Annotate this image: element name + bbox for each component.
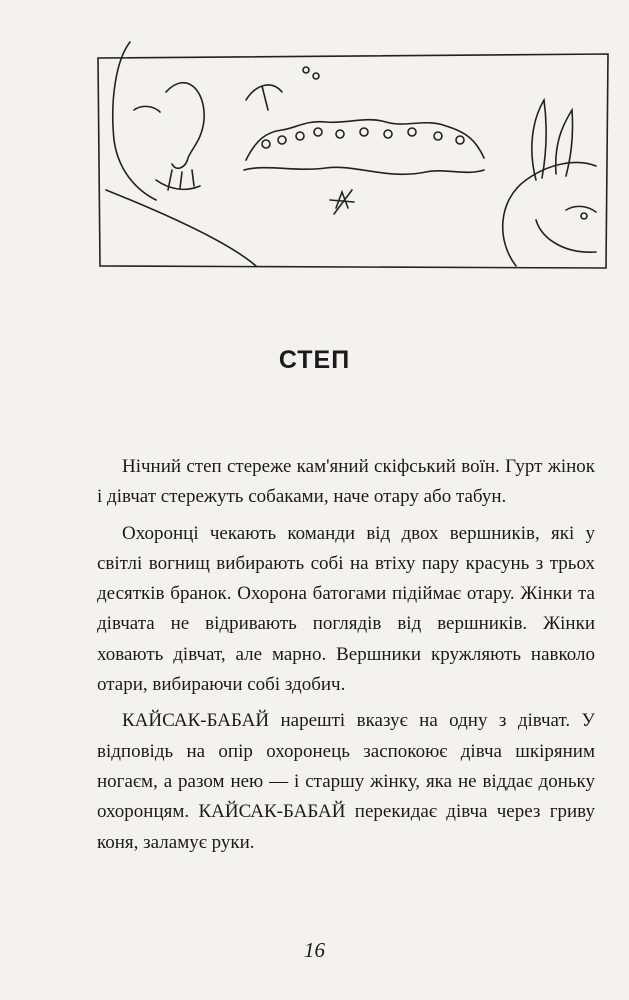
paragraph: Охоронці чекають команди від двох вершників, які у світлі вогнищ вибирають собі на втіху пару красунь з трьох десятків бранок. Охорона батогами підіймає отару. Жінки та дівчата не відривають поглядів від вершників. Жінки ховають дівчат, але марно. Вершники кружляють навколо отари, вибираючи собі здобич. (97, 522, 595, 696)
chapter-title: СТЕП (278, 346, 351, 374)
page-number: 16 (304, 938, 325, 962)
paragraph: КАЙСАК-БАБАЙ нарешті вказує на одну з дівчат. У відповідь на опір охоронець заспокоює дівча шкіряним ногаєм, а разом нею — і старшу жінку, яка не віддає доньку охоронцям. КАЙСАК-БАБАЙ перекидає дівча через гриву коня, заламує руки. (97, 710, 595, 853)
chapter-illustration (96, 40, 610, 270)
paragraph: Нічний степ стереже кам'яний скіфський воїн. Гурт жінок і дівчат стережуть собаками, наче отару або табун. (97, 456, 595, 508)
body-text (97, 452, 595, 864)
